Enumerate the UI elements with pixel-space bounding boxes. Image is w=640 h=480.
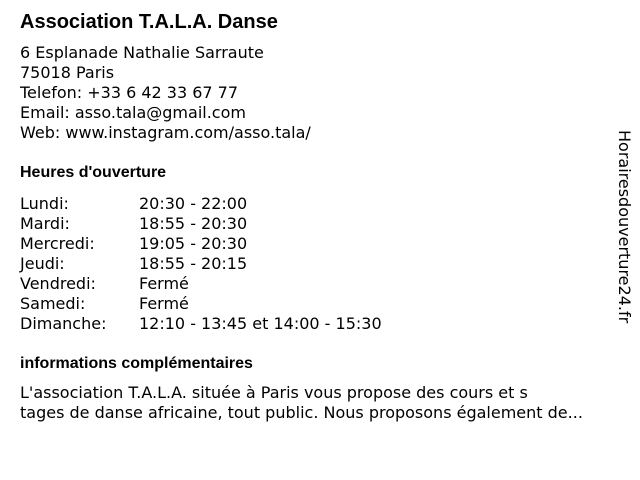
time-value: 12:10 - 13:45 et 14:00 - 15:30 [139, 314, 382, 333]
description-line: L'association T.A.L.A. située à Paris vous propose des cours et s [20, 383, 528, 402]
day-label: Samedi: [20, 294, 86, 313]
address-city: 75018 Paris [20, 63, 115, 82]
time-value: 18:55 - 20:15 [139, 254, 248, 273]
day-label: Lundi: [20, 194, 69, 213]
description-text [20, 383, 635, 423]
site-watermark: Horairesdouverture24.fr [615, 130, 634, 324]
day-label: Jeudi: [20, 254, 65, 273]
phone-number: Telefon: +33 6 42 33 67 77 [20, 83, 239, 102]
time-value: 20:30 - 22:00 [139, 194, 248, 213]
day-label: Mercredi: [20, 234, 95, 253]
time-value: 18:55 - 20:30 [139, 214, 248, 233]
time-value: Fermé [139, 294, 189, 313]
day-label: Vendredi: [20, 274, 96, 293]
email-address: Email: asso.tala@gmail.com [20, 103, 246, 122]
description-line: tages de danse africaine, tout public. Nous proposons également de... [20, 403, 583, 422]
additional-info-heading: informations complémentaires [20, 355, 253, 372]
website: Web: www.instagram.com/asso.tala/ [20, 123, 311, 142]
time-value: Fermé [139, 274, 189, 293]
address-street: 6 Esplanade Nathalie Sarraute [20, 43, 264, 62]
time-value: 19:05 - 20:30 [139, 234, 248, 253]
day-label: Mardi: [20, 214, 70, 233]
opening-hours-heading: Heures d'ouverture [20, 164, 167, 181]
business-name: Association T.A.L.A. Danse [20, 11, 278, 33]
contact-block [20, 43, 311, 143]
day-label: Dimanche: [20, 314, 107, 333]
